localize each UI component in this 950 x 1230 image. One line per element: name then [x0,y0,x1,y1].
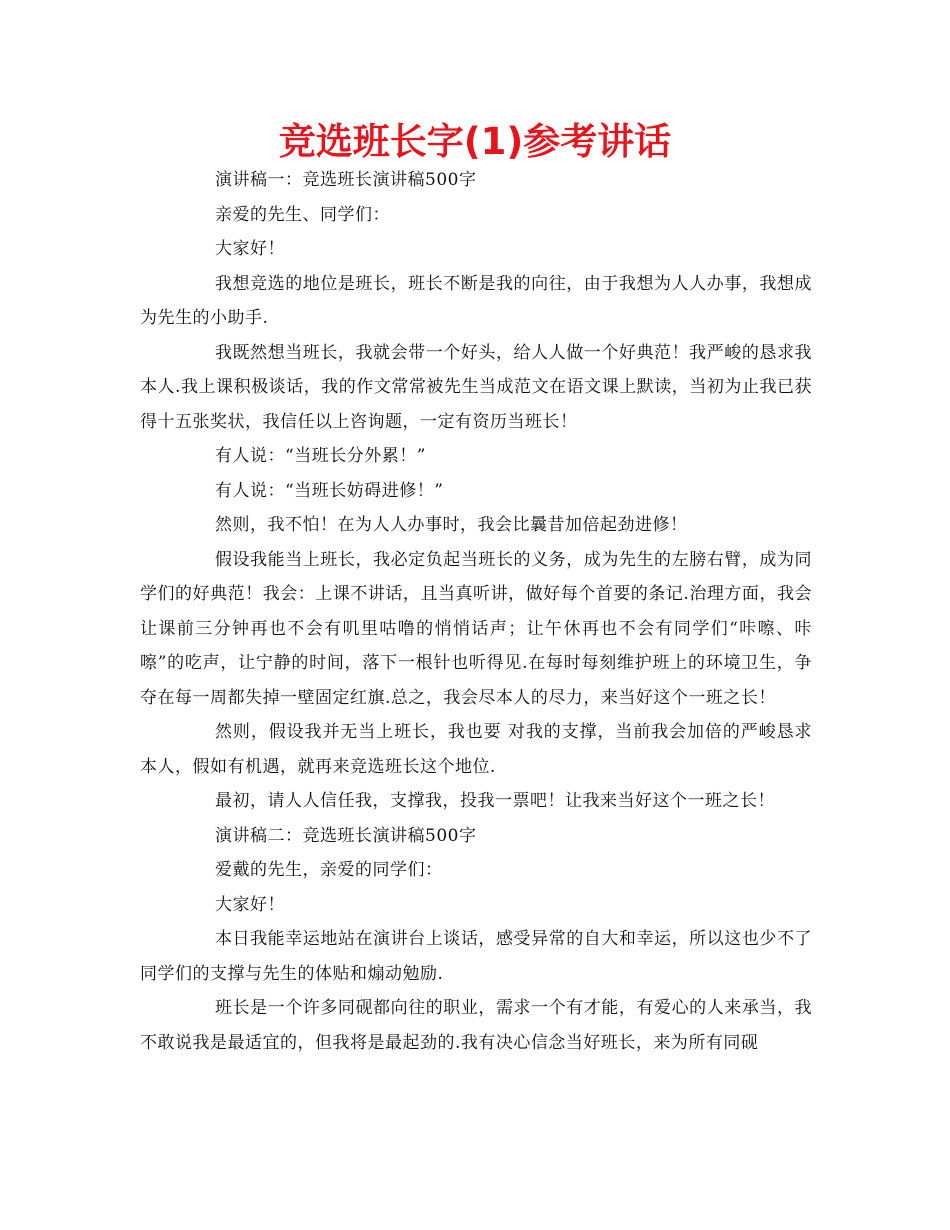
document-body [140,163,812,1060]
paragraph: 有人说：“当班长分外累！” [215,446,426,466]
paragraph: 有人说：“当班长妨碍进修！” [215,480,444,501]
paragraph: 演讲稿一：竞选班长演讲稿500字 [215,170,477,190]
paragraph: 大家好！ [215,239,285,259]
paragraph: 亲爱的先生、同学们： [215,204,390,225]
paragraph: 我想竞选的地位是班长，班长不断是我的向往，由于我想为人人办事，我想成为先生的小助手. [140,273,812,328]
paragraph: 爱戴的先生，亲爱的同学们： [215,860,443,880]
paragraph: 假设我能当上班长，我必定负起当班长的义务，成为先生的左膀右臂，成为同学们的好典范！我会：上课不讲话，且当真听讲，做好每个首要的条记.治理方面，我会让课前三分钟再也不会有叽里咕噜的悄悄话声；让午休再也不会有同学们“咔嚓、咔嚓”的吃声，让宁静的时间，落下一根针也听得见.在每时每刻维护班上的环境卫生，争夺在每一周都失掉一壁固定红旗.总之，我会尽本人的尽力，来当好这个一班之长！ [140,549,812,708]
paragraph: 班长是一个许多同砚都向往的职业，需求一个有才能，有爱心的人来承当，我不敢说我是最适宜的，但我将是最起劲的.我有决心信念当好班长，来为所有同砚 [140,998,812,1053]
paragraph: 然则，假设我并无当上班长，我也要 对我的支撑，当前我会加倍的严峻恳求本人，假如有机遇，就再来竞选班长这个地位. [140,722,812,777]
paragraph: 最初，请人人信任我，支撑我，投我一票吧！让我来当好这个一班之长！ [215,791,775,811]
paragraph: 演讲稿二：竞选班长演讲稿500字 [215,825,477,846]
document-title: 竞选班长字(1)参考讲话 [278,120,672,163]
paragraph: 大家好！ [215,894,285,915]
paragraph: 本日我能幸运地站在演讲台上谈话，感受异常的自大和幸运，所以这也少不了同学们的支撑与先生的体贴和煽动勉励. [140,929,812,984]
paragraph: 然则，我不怕！在为人人办事时，我会比曩昔加倍起劲进修！ [215,515,688,535]
paragraph: 我既然想当班长，我就会带一个好头，给人人做一个好典范！我严峻的恳求我本人.我上课积极谈话，我的作文常常被先生当成范文在语文课上默读，当初为止我已获得十五张奖状，我信任以上咨询题，一定有资历当班长！ [140,342,812,432]
